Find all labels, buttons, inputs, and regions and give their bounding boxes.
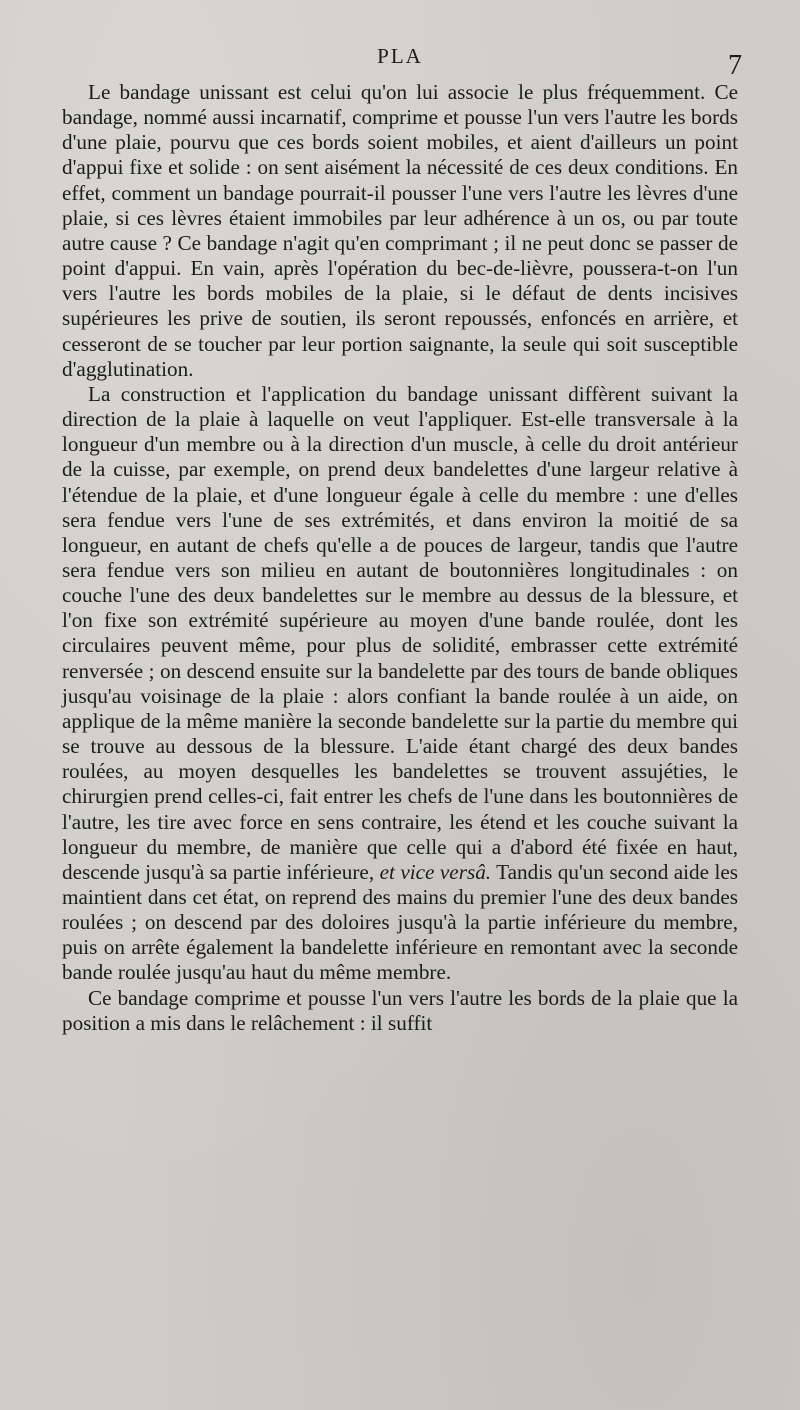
page-header (62, 44, 742, 84)
paragraph-2-text: La construction et l'application du bandage unissant diffèrent suivant la direction de la plaie à laquelle on veut l'appliquer. Est-elle transversale à la longueur d'un membre ou à la direction d'un muscle, à celle du droit antérieur de la cuisse, par exemple, on prend deux bandelettes d'une largeur relative à l'étendue de la plaie, et d'une longueur égale à celle du membre : une d'elles sera fendue vers l'une de ses extrémités, et dans environ la moitié de sa longueur, en autant de chefs qu'elle a de pouces de largeur, tandis que l'autre sera fendue vers son milieu en autant de boutonnières longitudinales : on couche l'une des deux bandelettes sur le membre au dessus de la blessure, et l'on fixe son extrémité supérieure au moyen d'une bande roulée, dont les circulaires peuvent même, pour plus de solidité, embrasser cette extrémité renversée ; on descend ensuite sur la bandelette par des tours de bande obliques jusqu'au voisinage de la plaie : alors confiant la bande roulée à un aide, on applique de la même manière la seconde bandelette sur la partie du membre qui se trouve au dessous de la blessure. L'aide étant chargé des deux bandes roulées, au moyen desquelles les bandelettes se trouvent assujéties, le chirurgien prend celles-ci, fait entrer les chefs de l'une dans les boutonnières de l'autre, les tire avec force en sens contraire, les étend et les couche suivant la longueur du membre, de manière que celle qui a d'abord été fixée en haut, descende jusqu'à sa partie inférieure, (62, 381, 738, 884)
paragraph-3-text: Ce bandage comprime et pousse l'un vers l'autre les bords de la plaie que la position a mis dans le relâchement : il suffit (62, 985, 738, 1035)
paragraph-3 (62, 986, 738, 1036)
running-head: PLA (377, 44, 423, 68)
body-text (62, 80, 738, 1036)
page-number: 7 (728, 50, 742, 81)
paragraph-1-text: Le bandage unissant est celui qu'on lui associe le plus fréquemment. Ce bandage, nommé aussi incarnatif, comprime et pousse l'un vers l'autre les bords d'une plaie, pourvu que ces bords soient mobiles, et aient d'ailleurs un point d'appui fixe et solide : on sent aisément la nécessité de ces deux conditions. En effet, comment un bandage pourrait-il pousser l'une vers l'autre les lèvres d'une plaie, si ces lèvres étaient immobiles par leur adhérence à un os, ou par toute autre cause ? Ce bandage n'agit qu'en comprimant ; il ne peut donc se passer de point d'appui. En vain, après l'opération du bec-de-lièvre, poussera-t-on l'un vers l'autre les bords mobiles de la plaie, si le défaut de dents incisives supérieures les prive de soutien, ils seront repoussés, enfoncés en arrière, et cesseront de se toucher par leur portion saignante, la seule qui soit susceptible d'agglutination. (62, 80, 738, 381)
paragraph-1 (62, 80, 738, 382)
paragraph-2-text-end: Tandis qu'un second aide les maintient dans cet état, on reprend des mains du premier l'une des deux bandes roulées ; on descend par des doloires jusqu'à la partie inférieure du membre, puis on arrête également la bandelette inférieure en remontant avec la seconde bande roulée jusqu'au haut du même membre. (62, 859, 739, 985)
paragraph-2 (62, 382, 738, 986)
paragraph-2-italic: et vice versâ. (379, 859, 492, 884)
